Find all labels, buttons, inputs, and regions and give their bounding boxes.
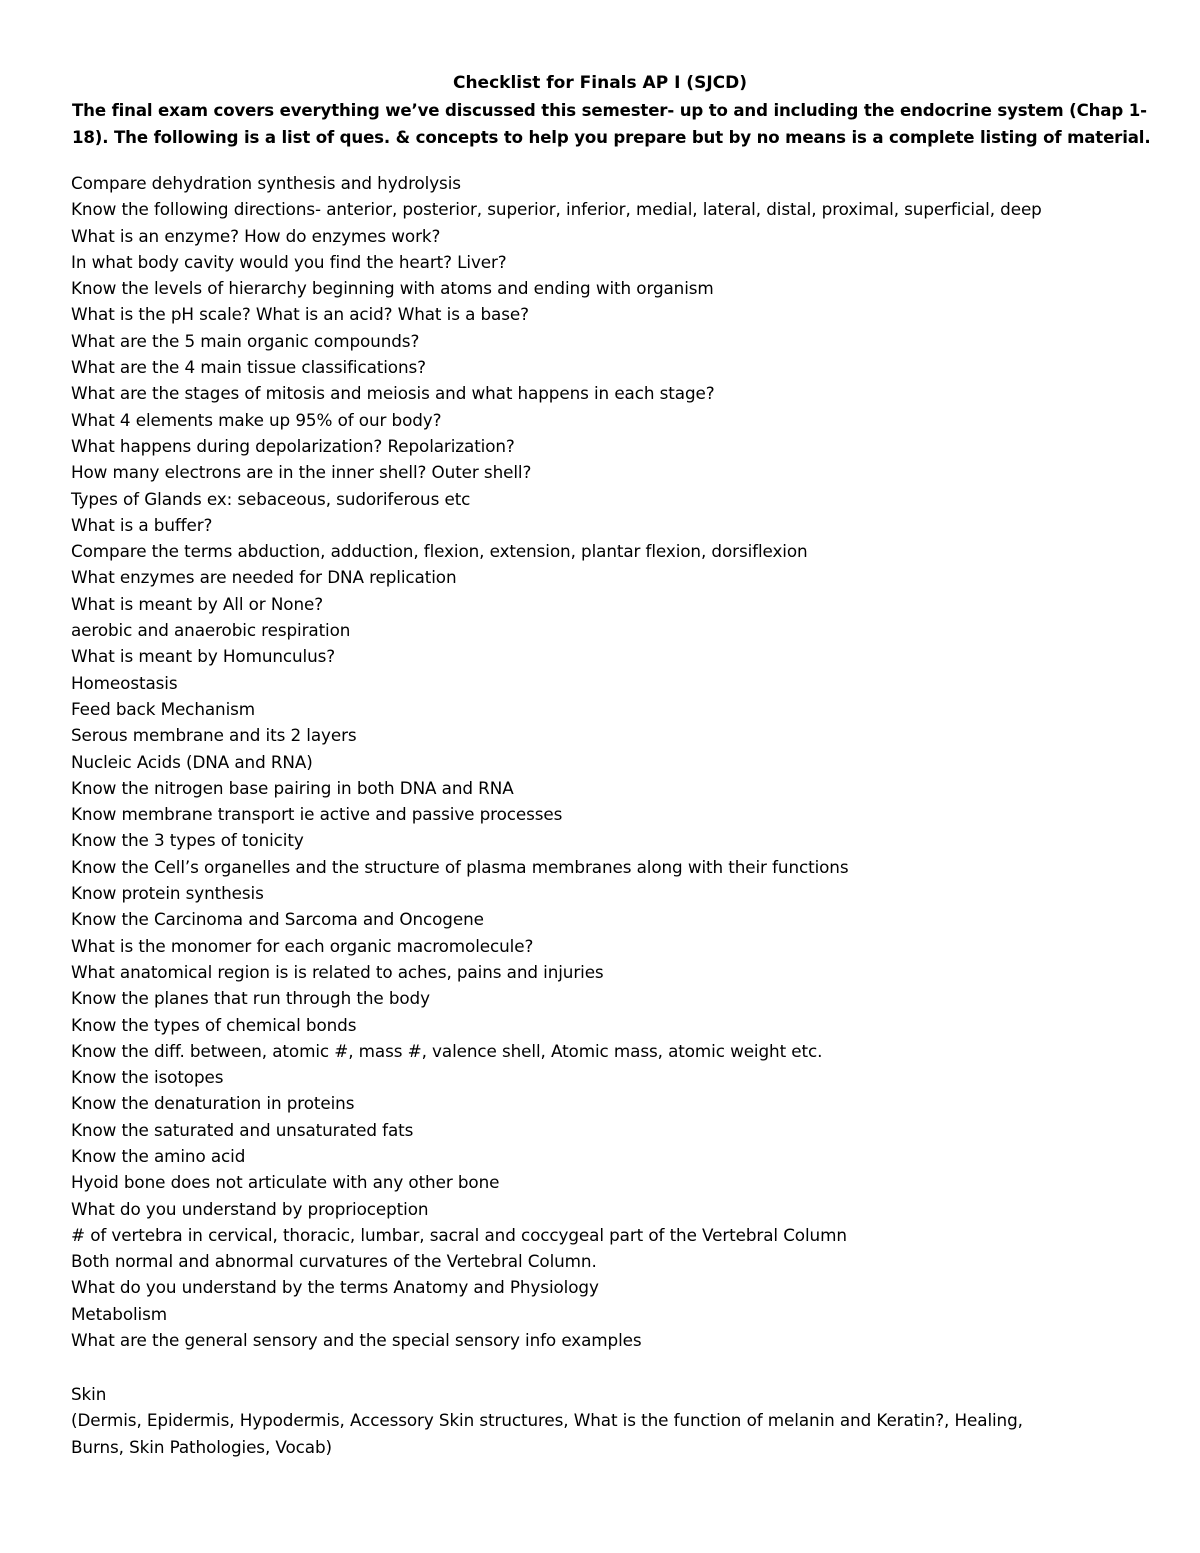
checklist-item: Know the planes that run through the body (71, 988, 430, 1009)
checklist (71, 170, 1171, 1353)
intro-line: The final exam covers everything we’ve discussed this semester- up to and including the endocrine system (Chap 1- (72, 101, 1147, 120)
checklist-item: Know the saturated and unsaturated fats (71, 1119, 414, 1140)
checklist-item: # of vertebra in cervical, thoracic, lumbar, sacral and coccygeal part of the Vertebral Column (71, 1224, 847, 1245)
checklist-item: What are the general sensory and the special sensory info examples (71, 1330, 642, 1351)
checklist-item: Know the following directions- anterior, posterior, superior, inferior, medial, lateral, distal, proximal, superficial, deep (71, 199, 1042, 220)
checklist-item: Compare the terms abduction, adduction, flexion, extension, plantar flexion, dorsiflexion (71, 541, 808, 562)
checklist-item: What do you understand by the terms Anatomy and Physiology (71, 1277, 599, 1298)
checklist-item: Know the isotopes (71, 1067, 224, 1088)
checklist-item: What are the 4 main tissue classifications? (71, 357, 426, 378)
checklist-item: Know protein synthesis (71, 883, 264, 904)
checklist-item: Know the Cell’s organelles and the structure of plasma membranes along with their functions (71, 856, 849, 877)
checklist-item: Feed back Mechanism (71, 698, 256, 719)
checklist-item: Both normal and abnormal curvatures of the Vertebral Column. (71, 1251, 597, 1272)
checklist-item: Know the 3 types of tonicity (71, 830, 304, 851)
checklist-item: What is an enzyme? How do enzymes work? (71, 225, 441, 246)
checklist-item: What is the pH scale? What is an acid? What is a base? (71, 304, 529, 325)
checklist-item: What are the 5 main organic compounds? (71, 330, 420, 351)
checklist-item: Know the denaturation in proteins (71, 1093, 355, 1114)
skin-detail-line: Burns, Skin Pathologies, Vocab) (71, 1436, 332, 1457)
intro-line: 18). The following is a list of ques. & concepts to help you prepare but by no means is a complete listing of material. (72, 128, 1151, 147)
skin-detail-line: (Dermis, Epidermis, Hypodermis, Accessory Skin structures, What is the function of melanin and Keratin?, Healing, (71, 1410, 1023, 1431)
checklist-item: What 4 elements make up 95% of our body? (71, 409, 442, 430)
document-title: Checklist for Finals AP I (SJCD) (452, 73, 748, 93)
checklist-item: What is a buffer? (71, 514, 213, 535)
checklist-item: In what body cavity would you find the heart? Liver? (71, 251, 507, 272)
checklist-item: aerobic and anaerobic respiration (71, 620, 351, 641)
checklist-item: What enzymes are needed for DNA replication (71, 567, 457, 588)
checklist-item: What is the monomer for each organic macromolecule? (71, 935, 534, 956)
checklist-item: Know membrane transport ie active and passive processes (71, 804, 563, 825)
checklist-item: What do you understand by proprioception (71, 1198, 429, 1219)
checklist-item: Know the types of chemical bonds (71, 1014, 357, 1035)
checklist-item: Know the levels of hierarchy beginning with atoms and ending with organism (71, 278, 714, 299)
checklist-item: What anatomical region is is related to aches, pains and injuries (71, 961, 604, 982)
checklist-item: How many electrons are in the inner shell? Outer shell? (71, 462, 532, 483)
checklist-item: Know the Carcinoma and Sarcoma and Oncogene (71, 909, 484, 930)
checklist-item: What is meant by All or None? (71, 593, 324, 614)
skin-heading: Skin (71, 1384, 107, 1404)
intro-paragraph (72, 97, 1151, 151)
checklist-item: Nucleic Acids (DNA and RNA) (71, 751, 313, 772)
checklist-item: Know the amino acid (71, 1145, 246, 1166)
checklist-item: What are the stages of mitosis and meiosis and what happens in each stage? (71, 383, 715, 404)
checklist-item: Homeostasis (71, 672, 178, 693)
checklist-item: Know the diff. between, atomic #, mass #, valence shell, Atomic mass, atomic weight etc. (71, 1040, 823, 1061)
checklist-item: Types of Glands ex: sebaceous, sudoriferous etc (71, 488, 471, 509)
skin-section (71, 1381, 1131, 1460)
checklist-item: Hyoid bone does not articulate with any other bone (71, 1172, 500, 1193)
checklist-item: What is meant by Homunculus? (71, 646, 336, 667)
checklist-item: Compare dehydration synthesis and hydrolysis (71, 173, 461, 193)
checklist-item: Serous membrane and its 2 layers (71, 725, 357, 746)
checklist-item: Know the nitrogen base pairing in both DNA and RNA (71, 777, 514, 798)
checklist-item: What happens during depolarization? Repolarization? (71, 435, 515, 456)
checklist-item: Metabolism (71, 1303, 168, 1324)
